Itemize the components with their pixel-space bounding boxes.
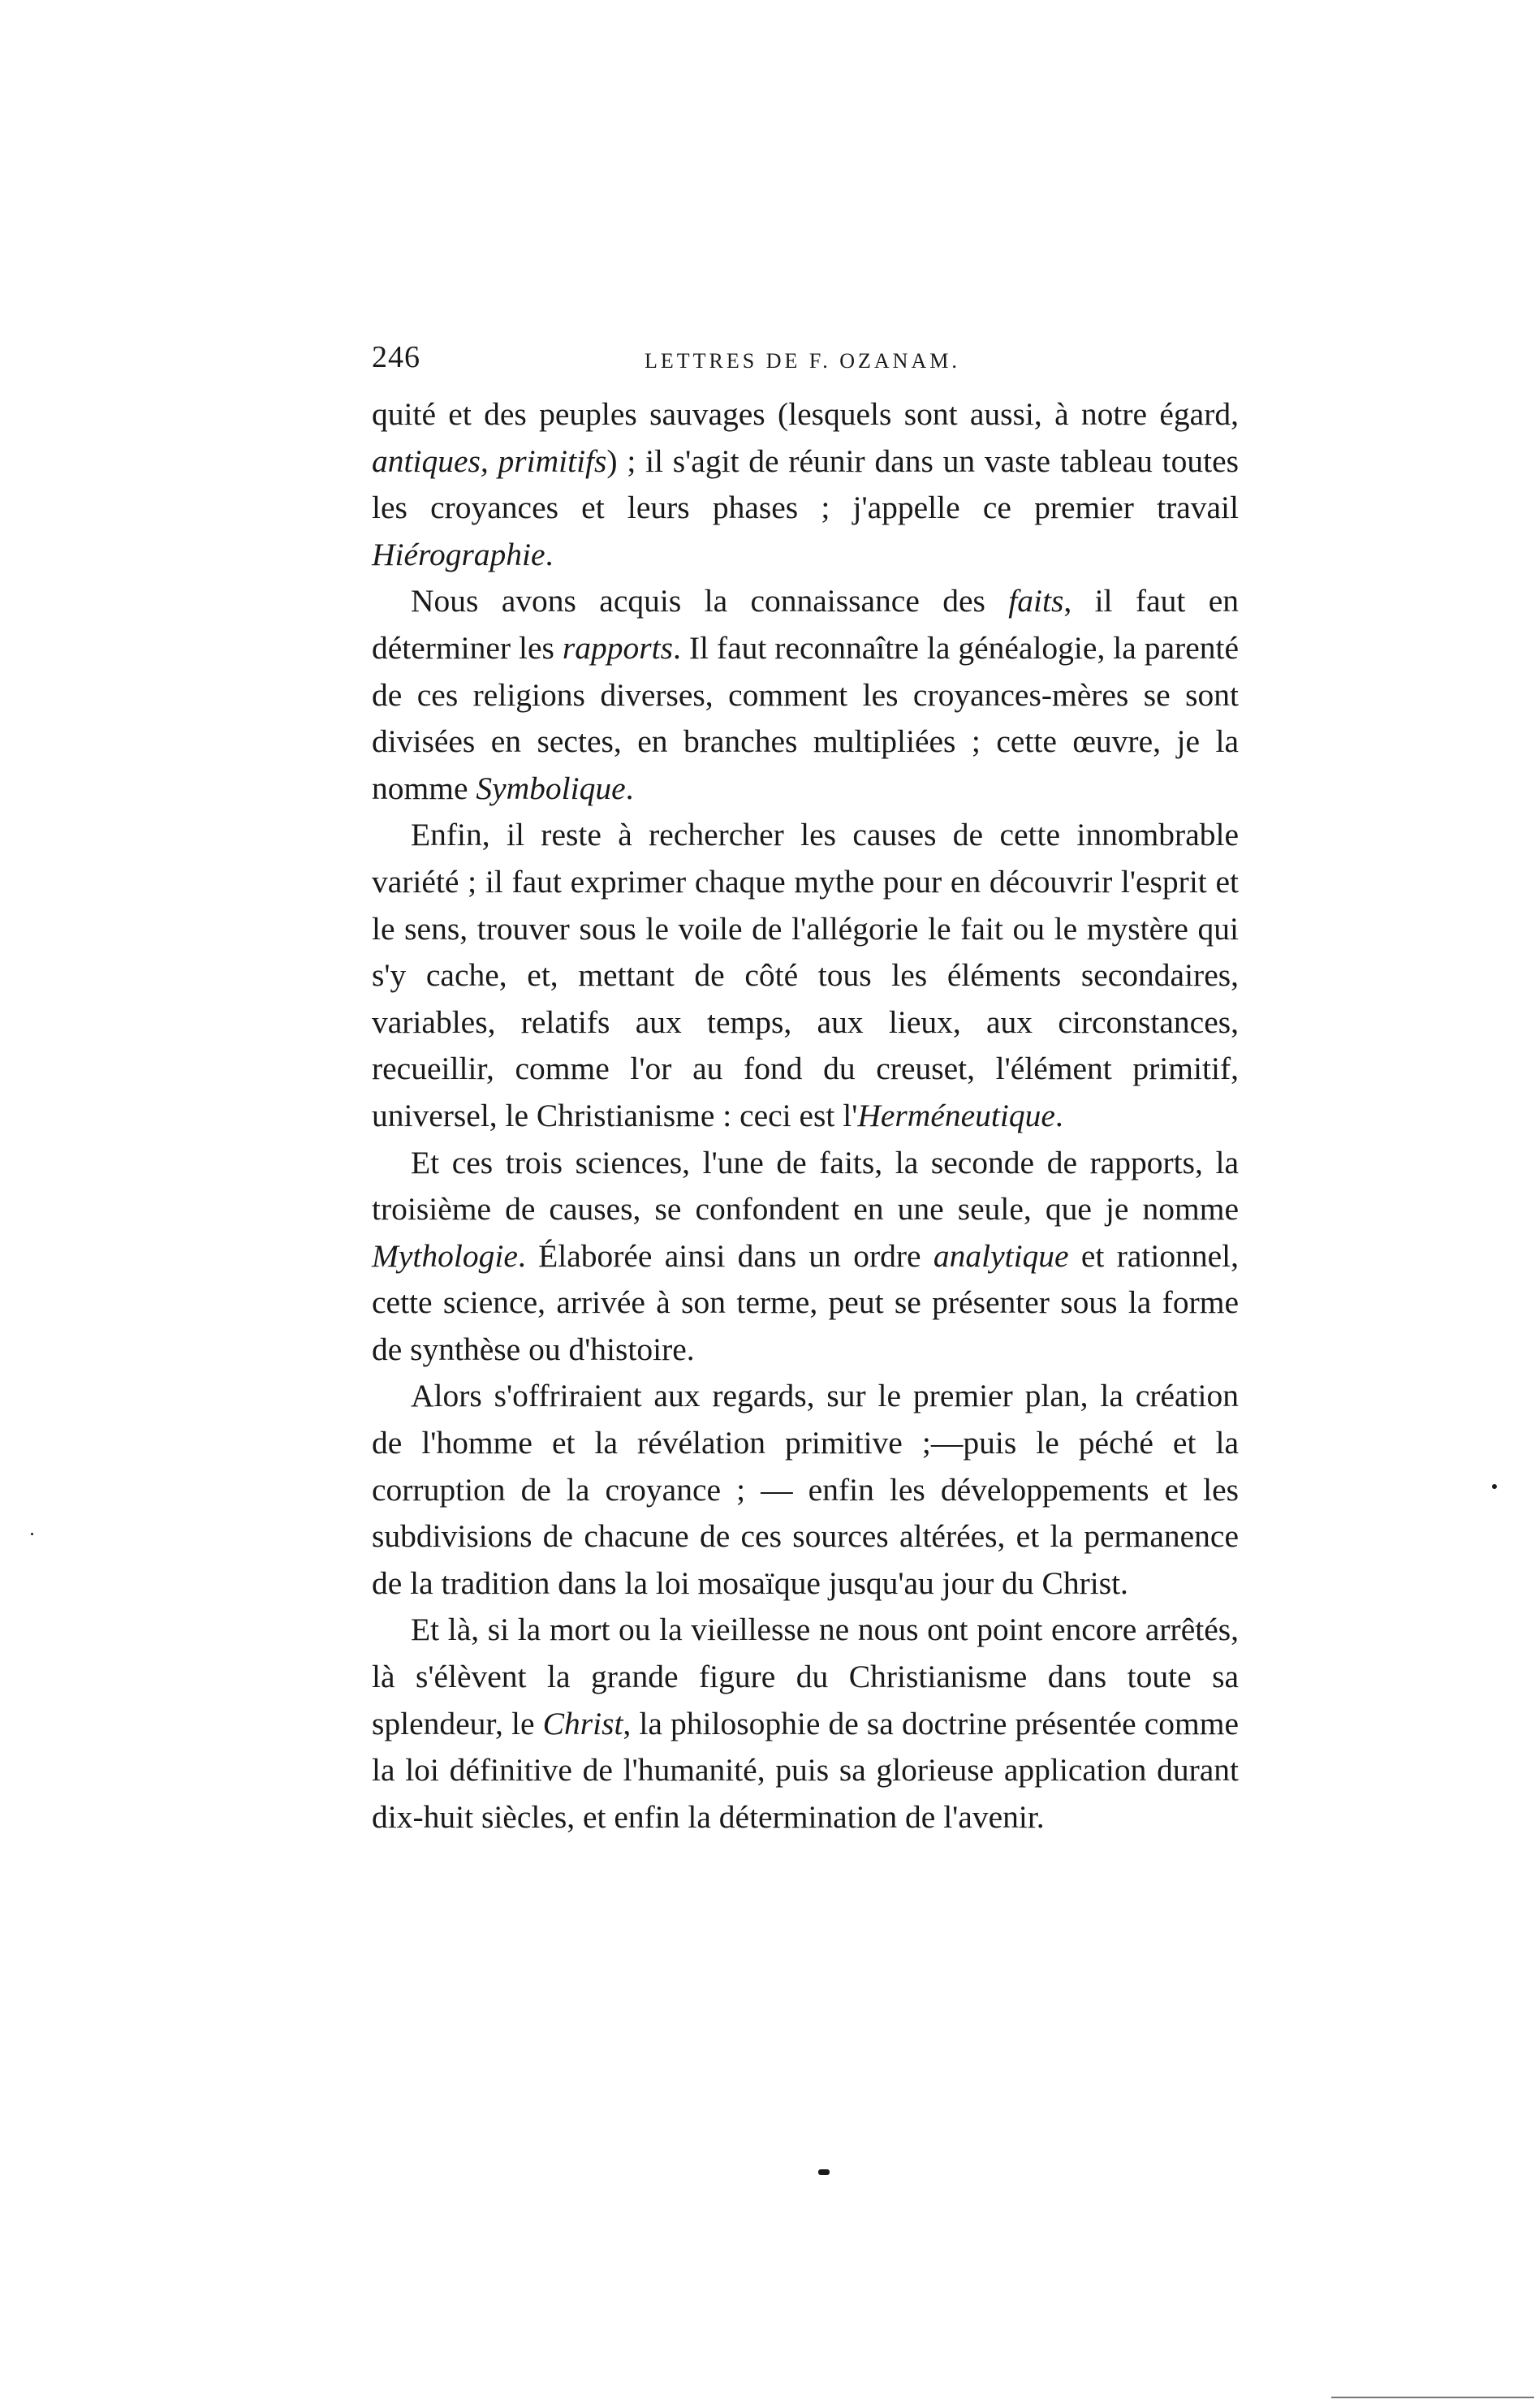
text-run: Et ces trois sciences, l'une de faits, la seconde de rapports, la troisième de causes, se confondent en une seule, que je nomme: [372, 1144, 1239, 1228]
text-run: Et là, si la mort ou la vieillesse ne nous ont point encore arrêtés, là s'élèvent la grande figure du Christianisme dans toute sa splendeur, le: [372, 1612, 1239, 1741]
text-run: .: [545, 536, 554, 572]
text-run: ) ; il s'agit de réunir dans un vaste tableau toutes les croyances et leurs phases ; j'appelle ce premier travail: [372, 442, 1240, 526]
italic-term: rapports: [562, 629, 673, 666]
text-run: .: [625, 770, 634, 806]
scan-speck: [818, 2169, 830, 2175]
paragraph: [372, 812, 1239, 1139]
paragraph: [372, 391, 1239, 578]
scan-edge-line: [1331, 2397, 1534, 2398]
text-run: . Il faut reconnaître la généalogie, la parenté de ces religions diverses, comment les croyances-mères se sont divisées en sectes, en branches multipliées ; cette œuvre, je la nomme: [372, 629, 1239, 806]
italic-term: antiques, primitifs: [372, 442, 607, 479]
scan-speck: [31, 1533, 33, 1535]
text-run: et rationnel, cette science, arrivée à son terme, peut se présenter sous la forme de synthèse ou d'histoire.: [372, 1237, 1239, 1367]
page-number: 246: [372, 340, 420, 374]
paragraph: [372, 1607, 1239, 1841]
body-text: [372, 391, 1239, 1841]
italic-term: Mythologie: [372, 1237, 518, 1274]
scan-speck: [1492, 1484, 1497, 1489]
page-header: [372, 339, 1239, 385]
italic-term: Herméneutique: [857, 1097, 1055, 1133]
running-head: LETTRES DE F. OZANAM.: [645, 349, 960, 373]
paragraph: [372, 1373, 1239, 1607]
italic-term: analytique: [933, 1237, 1069, 1274]
text-run: . Élaborée ainsi dans un ordre: [517, 1237, 934, 1274]
italic-term: Hiérographie: [372, 536, 545, 572]
text-run: quité et des peuples sauvages (lesquels sont aussi, à notre égard,: [372, 396, 1239, 432]
text-run: Alors s'offriraient aux regards, sur le premier plan, la création de l'homme et la révélation primitive ;—puis le péché et la corruption de la croyance ; — enfin les développements et les subdivisions de chacune de ces sources altérées, et la permanence de la tradition dans la loi mosaïque jusqu'au jour du Christ.: [372, 1378, 1239, 1601]
italic-term: faits: [1008, 583, 1064, 619]
italic-term: Symbolique: [476, 770, 626, 806]
italic-term: Christ: [542, 1705, 623, 1741]
paragraph: [372, 1140, 1239, 1374]
text-run: Enfin, il reste à rechercher les causes de cette innombrable variété ; il faut exprimer chaque mythe pour en découvrir l'esprit et le sens, trouver sous le voile de l'allégorie le fait ou le mystère qui s'y cache, et, mettant de côté tous les éléments secondaires, variables, relatifs aux temps, aux lieux, aux circonstances, recueillir, comme l'or au fond du creuset, l'élément primitif, universel, le Christianisme : ceci est l': [372, 817, 1239, 1133]
text-run: Nous avons acquis la connaissance des: [411, 583, 1009, 619]
text-run: , la philosophie de sa doctrine présentée comme la loi définitive de l'humanité, puis sa glorieuse application durant dix-huit siècles, et enfin la détermination de l'avenir.: [372, 1705, 1239, 1835]
text-run: , il faut en déterminer les: [372, 583, 1239, 666]
text-run: .: [1054, 1097, 1063, 1133]
paragraph: [372, 578, 1239, 812]
